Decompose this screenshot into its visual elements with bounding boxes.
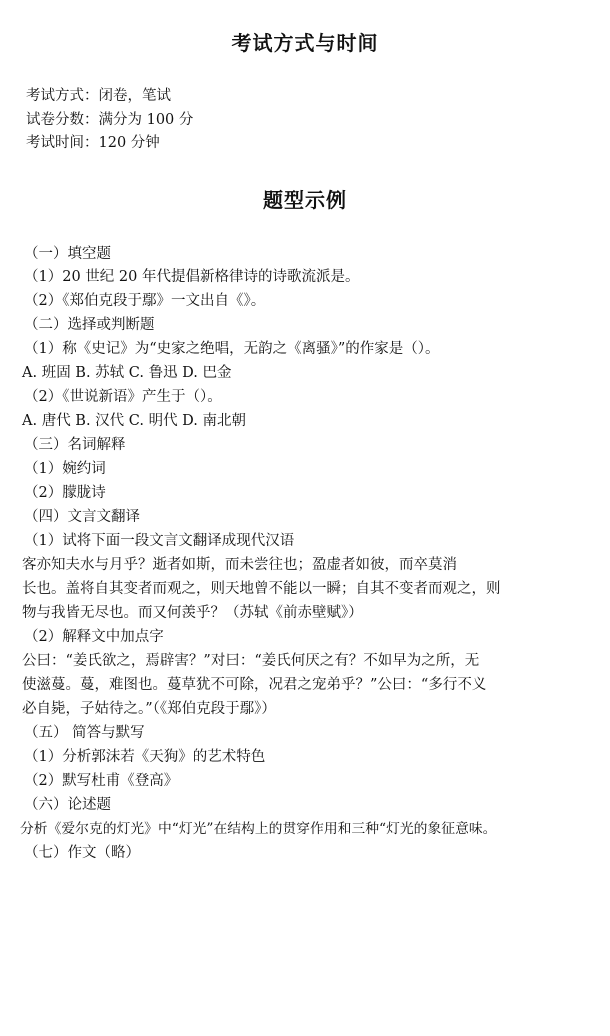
content-line: （2）解释文中加点字 (24, 629, 164, 645)
content-line: （一）填空题 (24, 246, 111, 262)
content-line: （1）称《史记》为“史家之绝唱，无韵之《离骚》”的作家是（）。 (24, 341, 440, 357)
content-line: （1）婉约词 (24, 461, 106, 477)
content-line: （2）《郑伯克段于鄢》一文出自《》。 (24, 293, 266, 309)
content-line: （三）名词解释 (24, 437, 126, 453)
page-title: 考试方式与时间 (231, 31, 379, 55)
content-line: （六）论述题 (24, 797, 111, 813)
content-line: 长也。盖将自其变者而观之，则天地曾不能以一瞬；自其不变者而观之，则 (22, 581, 501, 597)
content-line: 公曰：“姜氏欲之，焉辟害？”对曰：“姜氏何厌之有？不如早为之所，无 (22, 653, 480, 669)
section-title: 题型示例 (263, 188, 347, 212)
exam-score-line: 试卷分数：满分为 100 分 (26, 112, 194, 128)
content-line: （七）作文（略） (24, 845, 140, 861)
content-line: 使滋蔓。蔓，难图也。蔓草犹不可除，况君之宠弟乎？”公曰：“多行不义 (22, 677, 487, 693)
content-line: 客亦知夫水与月乎？逝者如斯，而未尝往也；盈虚者如彼，而卒莫消 (22, 557, 457, 573)
content-line: （四）文言文翻译 (24, 509, 140, 525)
content-line: （2）默写杜甫《登高》 (24, 773, 179, 789)
content-line: （2）《世说新语》产生于（）。 (24, 389, 222, 405)
content-line: （二）选择或判断题 (24, 317, 155, 333)
content-line: （1）20 世纪 20 年代提倡新格律诗的诗歌流派是。 (24, 269, 360, 285)
content-line: （1）试将下面一段文言文翻译成现代汉语 (24, 533, 295, 549)
content-line: A. 唐代 B. 汉代 C. 明代 D. 南北朝 (22, 413, 247, 429)
content-line: 分析《爱尔克的灯光》中“灯光”在结构上的贯穿作用和三种“灯光的象征意味。 (20, 821, 497, 837)
exam-mode-line: 考试方式：闭卷，笔试 (26, 88, 171, 104)
exam-duration-line: 考试时间：120 分钟 (26, 135, 160, 151)
content-line: （五） 简答与默写 (24, 725, 145, 741)
content-line: 必自毙，子姑待之。”（《郑伯克段于鄢》） (22, 701, 276, 717)
content-line: A. 班固 B. 苏轼 C. 鲁迅 D. 巴金 (22, 365, 232, 381)
content-line: 物与我皆无尽也。而又何羡乎？（苏轼《前赤壁赋》） (22, 605, 363, 621)
content-line: （1）分析郭沫若《天狗》的艺术特色 (24, 749, 266, 765)
content-line: （2）朦胧诗 (24, 485, 106, 501)
